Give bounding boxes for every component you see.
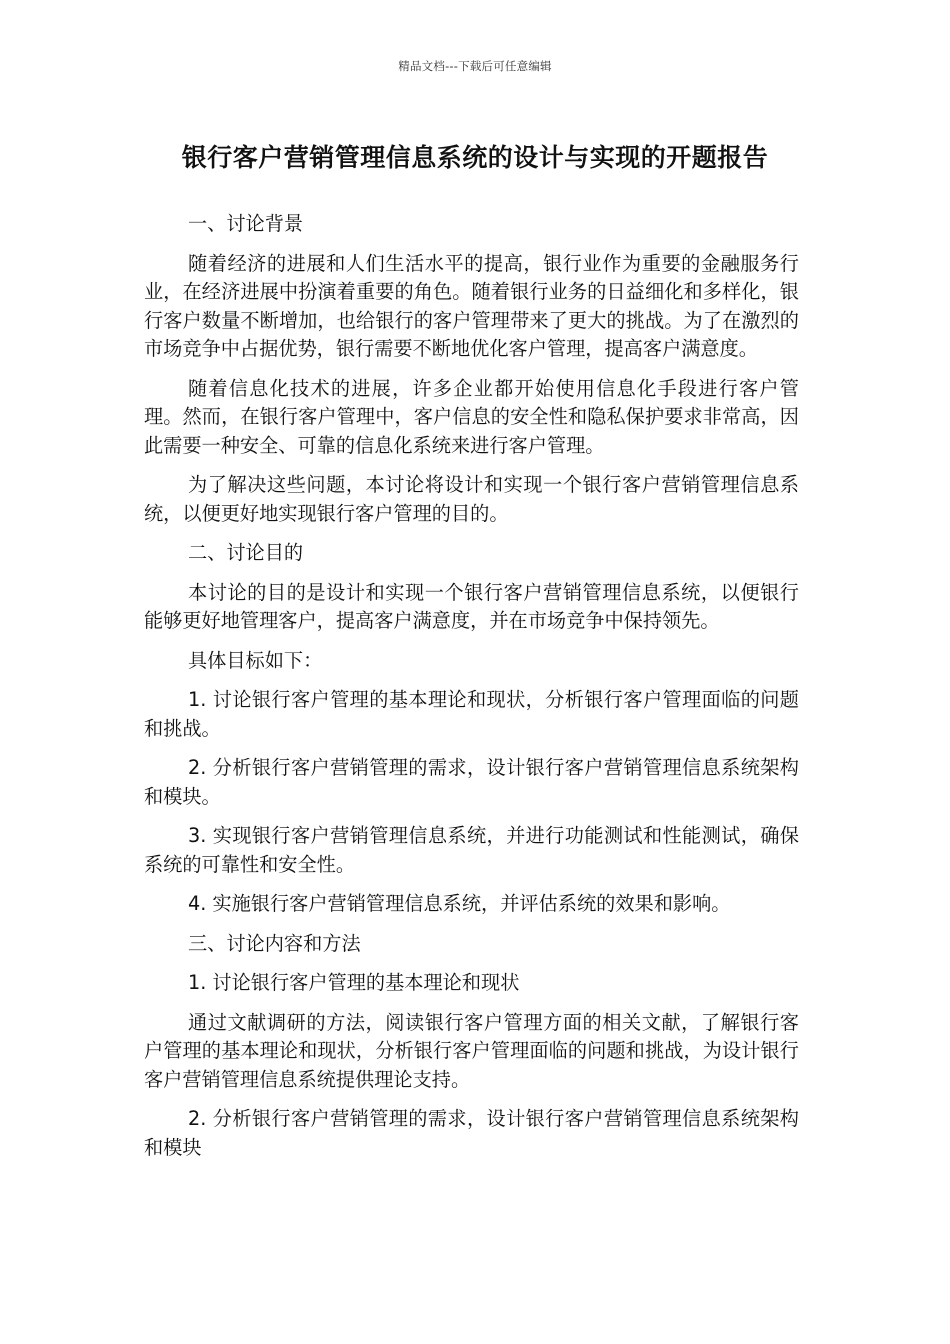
subsection-heading: 2. 分析银行客户营销管理的需求，设计银行客户营销管理信息系统架构和模块 [144,1107,799,1159]
document-body [144,210,799,1173]
paragraph: 本讨论的目的是设计和实现一个银行客户营销管理信息系统，以便银行能够更好地管理客户，提高客户满意度，并在市场竞争中保持领先。 [144,580,799,632]
subsection-heading: 1. 讨论银行客户管理的基本理论和现状 [188,971,520,994]
document-title: 银行客户营销管理信息系统的设计与实现的开题报告 [181,143,769,172]
list-item: 4. 实施银行客户营销管理信息系统，并评估系统的效果和影响。 [188,892,731,915]
paragraph: 具体目标如下： [188,648,323,672]
section-heading-purpose: 二、讨论目的 [188,541,304,564]
paragraph: 为了解决这些问题，本讨论将设计和实现一个银行客户营销管理信息系统，以便更好地实现银行客户管理的目的。 [144,473,799,525]
list-item: 2. 分析银行客户营销管理的需求，设计银行客户营销管理信息系统架构和模块。 [144,756,799,808]
paragraph: 随着经济的进展和人们生活水平的提高，银行业作为重要的金融服务行业，在经济进展中扮演着重要的角色。随着银行业务的日益细化和多样化，银行客户数量不断增加，也给银行的客户管理带来了更大的挑战。为了在激烈的市场竞争中占据优势，银行需要不断地优化客户管理，提高客户满意度。 [144,251,799,360]
list-item: 3. 实现银行客户营销管理信息系统，并进行功能测试和性能测试，确保系统的可靠性和安全性。 [144,824,799,876]
header-note: 精品文档---下载后可任意编辑 [398,59,552,73]
paragraph: 随着信息化技术的进展，许多企业都开始使用信息化手段进行客户管理。然而，在银行客户管理中，客户信息的安全性和隐私保护要求非常高，因此需要一种安全、可靠的信息化系统来进行客户管理。 [144,376,799,457]
paragraph: 通过文献调研的方法，阅读银行客户管理方面的相关文献，了解银行客户管理的基本理论和现状，分析银行客户管理面临的问题和挑战，为设计银行客户营销管理信息系统提供理论支持。 [144,1010,799,1091]
section-heading-background: 一、讨论背景 [188,212,304,235]
list-item: 1. 讨论银行客户管理的基本理论和现状，分析银行客户管理面临的问题和挑战。 [144,688,799,740]
section-heading-content-method: 三、讨论内容和方法 [188,931,361,955]
